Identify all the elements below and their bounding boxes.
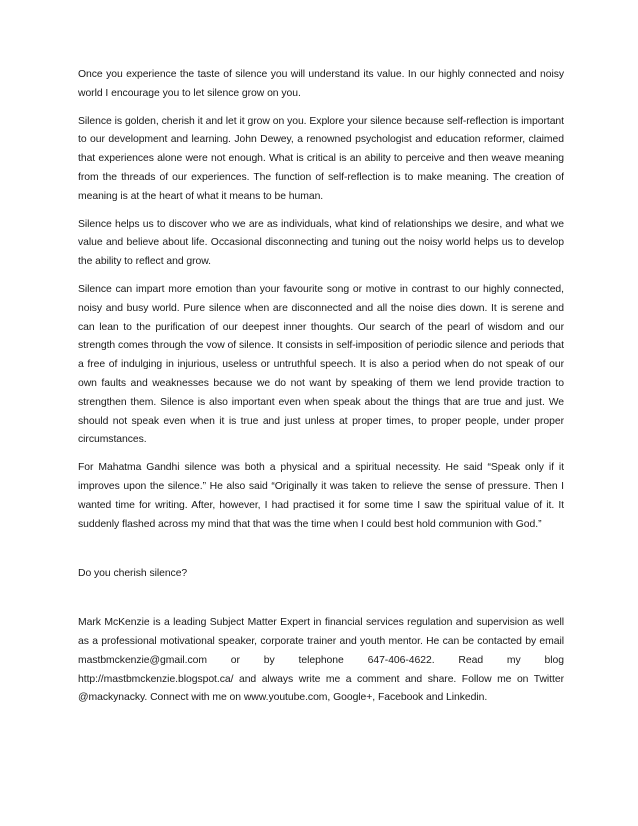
question-paragraph: Do you cherish silence? — [78, 568, 188, 580]
document-page — [78, 66, 564, 708]
self-reflection-paragraph: Silence is golden, cherish it and let it grow on you. Explore your silence because self-reflection is important to our development and learning. John Dewey, a renowned psychologist and education reformer, claimed that experiences alone were not enough. What is critical is an ability to perceive and then weave meaning from the threads of our experiences. The function of self-reflection is to make meaning. The creation of meaning is at the heart of what it means to be human. — [78, 115, 564, 202]
emotion-paragraph: Silence can impart more emotion than your favourite song or motive in contrast to our highly connected, noisy and busy world. Pure silence when are disconnected and all the noise dies down. It is serene and can lean to the purification of our deepest inner thoughts. Our search of the pearl of wisdom and our strength comes through the vow of silence. It consists in self-imposition of periodic silence and periods that a free of indulging in injurious, useless or untruthful speech. It is also a period when do not speak of our own faults and weaknesses because we do not want by speaking of them we lend provide traction to strengthen them. Silence is also important even when speak about the things that are true and just. We should not speak even when it is true and just unless at proper times, to proper people, under proper circumstances. — [78, 283, 564, 446]
discovery-paragraph: Silence helps us to discover who we are as individuals, what kind of relationships we desire, and what we value and believe about life. Occasional disconnecting and tuning out the noisy world helps us to develop the ability to reflect and grow. — [78, 218, 564, 268]
intro-paragraph: Once you experience the taste of silence you will understand its value. In our highly connected and noisy world I encourage you to let silence grow on you. — [78, 69, 564, 99]
gandhi-paragraph: For Mahatma Gandhi silence was both a physical and a spiritual necessity. He said “Speak only if it improves upon the silence.” He also said “Originally it was taken to relieve the sense of pressure. Then I wanted time for writing. After, however, I had practised it for some time I saw the spiritual value of it. It suddenly flashed across my mind that that was the time when I could best hold communion with God.” — [78, 462, 564, 530]
author-bio-paragraph: Mark McKenzie is a leading Subject Matter Expert in financial services regulation and supervision as well as a professional motivational speaker, corporate trainer and youth mentor. He can be contacted by email mastbmckenzie@gmail.com or by telephone 647-406-4622. Read my blog http://mastbmckenzie.blogspot.ca/ and always write me a comment and share. Follow me on Twitter @mackynacky. Connect with me on www.youtube.com, Google+, Facebook and Linkedin. — [78, 617, 564, 704]
